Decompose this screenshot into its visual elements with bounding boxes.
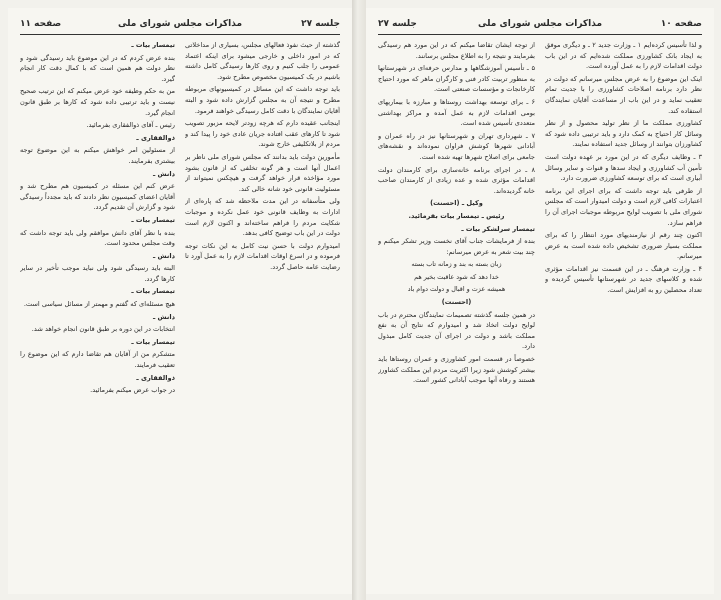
- speaker-name: ذوالفقاری ـ: [136, 373, 175, 382]
- right-page-header: [378, 18, 702, 35]
- speaker-name: تیمسار بیات ـ: [131, 337, 175, 346]
- paragraph: ولی متأسفانه در این مدت ملاحظه شد که پاره‌ای از ادارات به وظایف قانونی خود عمل نکرده و موجبات شکایت مردم را فراهم ساخته‌اند و اکنون لازم است دولت در این باب توضیح کافی بدهد.: [185, 197, 340, 238]
- paragraph: من به حکم وظیفه خود عرض میکنم که این ترتیب صحیح نیست و باید ترتیبی داده شود که کارها بر طبق قانون انجام گیرد.: [20, 87, 175, 117]
- centered-line: وکیل ـ (احسنت): [430, 199, 483, 208]
- right-page-number: صفحه ۱۰: [660, 19, 702, 29]
- paragraph: از مسئولین امر خواهش میکنم به این موضوع توجه بیشتری بفرمایند.: [20, 146, 175, 165]
- paragraph: البته باید رسیدگی شود ولی نباید موجب تأخیر در سایر کارها گردد.: [20, 264, 175, 283]
- speaker-name: ذوالفقاری ـ: [136, 133, 175, 142]
- paragraph: ۶ ـ برای توسعه بهداشت روستاها و مبارزه با بیماریهای بومی اقدامات لازم به عمل آمده و مراکز بهداشتی متعددی تأسیس شده است.: [378, 97, 535, 128]
- paragraph: ۳ ـ وظایف دیگری که در این مورد بر عهده دولت است تأمین آب کشاورزی و ایجاد سدها و قنوات و سایر وسائل آبیاری است که برای توسعه کشاورزی ضرورت دارد.: [545, 152, 702, 183]
- paragraph: ۷ ـ شهرداری تهران و شهرستانها نیز در راه عمران و آبادانی شهرها کوشش فراوان نموده‌اند و نقشه‌های جامعی برای اصلاح شهرها تهیه شده است.: [378, 131, 535, 161]
- right-page-columns: [378, 40, 702, 584]
- right-page-session: جلسه ۲۷: [378, 19, 417, 29]
- speaker-name: دانش ـ: [153, 169, 175, 178]
- paragraph: بنده عرض کردم که در این موضوع باید رسیدگی شود و نظر دولت هم همین است که با کمال دقت کار انجام گیرد.: [20, 53, 175, 83]
- paragraph: ۵ ـ تأسیس آموزشگاهها و مدارس حرفه‌ای در شهرستانها به منظور تربیت کادر فنی و کارگران ماهر که مورد احتیاج کارخانجات و مؤسسات صنعتی است.: [378, 64, 535, 94]
- paragraph: در همین جلسه گذشته تصمیمات نمایندگان محترم در باب لوایح دولت اتخاذ شد و امیدوارم که نتایج آن به نفع مملکت باشد و دولت در اجرای آن جدیت کامل مبذول دارد.: [378, 310, 535, 351]
- verse-line: همیشه عزت و اقبال و دولت دوام باد: [407, 285, 506, 294]
- left-page: [8, 8, 352, 594]
- left-page-session: جلسه ۲۷: [301, 19, 340, 29]
- left-page-columns: [20, 40, 340, 584]
- paragraph: ۴ ـ وزارت فرهنگ ـ در این قسمت نیز اقدامات مؤثری شده و کلاسهای جدید در شهرستانها تأسیس گردیده و تعداد محصلین رو به افزایش است.: [545, 264, 702, 295]
- paragraph: بنده با نظر آقای دانش موافقم ولی باید توجه داشت که وقت مجلس محدود است.: [20, 228, 175, 248]
- verse-line: خدا دهد که شود عاقبت بخیر هم: [414, 272, 499, 281]
- paragraph: خصوصاً در قسمت امور کشاورزی و عمران روستاها باید بیشتر کوشش شود زیرا اکثریت مردم این مملکت کشاورز هستند و رفاه آنها موجب آبادانی کشور است.: [378, 355, 535, 385]
- left-page-header: [20, 18, 340, 35]
- paragraph: بنده از فرمایشات جناب آقای نخست وزیر تشکر میکنم و چند بیت شعر به عرض میرسانم:: [378, 237, 535, 256]
- right-page-column-left: [378, 40, 535, 584]
- paragraph: از توجه ایشان تقاضا میکنم که در این مورد هم رسیدگی بفرمایند و نتیجه را به اطلاع مجلس برسانند.: [378, 41, 535, 60]
- paragraph: عرض کنم این مسئله در کمیسیون هم مطرح شد و آقایان اعضای کمیسیون نظر دادند که باید مجدداً رسیدگی شود و گزارش آن تقدیم گردد.: [20, 182, 175, 212]
- paragraph: متشکرم من از آقایان هم تقاضا دارم که این موضوع را تعقیب فرمایند.: [20, 350, 175, 370]
- left-page-column-right: [185, 40, 340, 584]
- paragraph: اکنون چند رقم از نیازمندیهای مورد انتظار را که برای مملکت بسیار ضروری تشخیص داده شده است به عرض میرسانم.: [545, 231, 702, 261]
- right-page-journal-title: مذاکرات مجلس شورای ملی: [477, 19, 603, 29]
- speaker-name: دانش ـ: [153, 312, 175, 321]
- centered-line: (احسنت): [441, 298, 472, 307]
- paragraph: ۸ ـ در اجرای برنامه خانه‌سازی برای کارمندان دولت اقدامات مؤثری شده و عده زیادی از کارمندان صاحب خانه گردیده‌اند.: [378, 165, 535, 195]
- centered-line: رئیس ـ تیمسار بیات بفرمائید.: [408, 211, 505, 220]
- left-page-number: صفحه ۱۱: [20, 19, 62, 29]
- paragraph: کشاورزی مملکت ما از نظر تولید محصول و از نظر وسائل کار احتیاج به کمک دارد و باید ترتیبی داده شود که کشاورزان بتوانند از وسائل جدید استفاده نمایند.: [545, 119, 702, 149]
- paragraph: گذشته از حیث نفوذ فعالهای مجلس، بسیاری از مداخلاتی که در امور داخلی و خارجی میشود برای اینکه اعتماد عمومی را جلب کنیم و روی کارها رسیدگی کامل داشته باشیم در یک کمیسیون مخصوص مطرح شود.: [185, 41, 340, 81]
- paragraph: امیدوارم دولت با حسن نیت کامل به این نکات توجه فرموده و در اسرع اوقات اقدامات لازم را به عمل آورد تا رضایت عامه حاصل گردد.: [185, 241, 340, 271]
- paragraph: و لذا تأسیس کرده‌ایم ۱ ـ وزارت جدید ۲ ـ و دیگری موفق به ایجاد بانک کشاورزی مملکت شده‌ایم که در این باب دولت اقدامات لازم را به عمل آورده است.: [545, 41, 702, 71]
- speaker-name: تیمسار بیات ـ: [131, 41, 175, 49]
- paragraph: از طرفی باید توجه داشت که برای اجرای این برنامه اعتبارات کافی لازم است و دولت امیدوار است که مجلس شورای ملی با تصویب لوایح مربوطه موجبات اجرای آن را فراهم سازد.: [545, 186, 702, 227]
- paragraph: اینک این موضوع را به عرض مجلس میرسانم که دولت در نظر دارد برنامه اصلاحات کشاورزی را با جدیت تمام تعقیب نماید و در این باب از مساعدت آقایان نمایندگان استفاده کند.: [545, 74, 702, 115]
- right-page-column-right: [545, 40, 702, 584]
- book-gutter: [352, 0, 366, 600]
- speaker-name: تیمسار سرلشکر بیات ـ: [461, 224, 535, 233]
- speaker-name: تیمسار بیات ـ: [131, 287, 175, 296]
- paragraph: اینجانب عقیده دارم که هرچه زودتر لایحه مزبور تصویب شود تا کارهای عقب افتاده جریان عادی خود را پیدا کند و مردم از بلاتکلیفی خارج شوند.: [185, 119, 340, 149]
- left-page-column-left: [20, 40, 175, 584]
- paragraph: در جواب عرض میکنم بفرمائید.: [90, 386, 175, 395]
- paragraph: هیچ مسئله‌ای که گفتم و مهمتر از مسائل سیاسی است.: [23, 300, 175, 309]
- paragraph: باید توجه داشت که این مسائل در کمیسیونهای مربوطه مطرح و نتیجه آن به مجلس گزارش داده شود و البته آقایان نمایندگان با دقت کامل رسیدگی خواهند فرمود.: [185, 85, 340, 115]
- verse-line: زبان بسته به بند و زمانه تاب بسته: [411, 260, 502, 269]
- speaker-name: تیمسار بیات ـ: [131, 215, 175, 224]
- speaker-name: دانش ـ: [153, 251, 175, 260]
- paragraph: انتخابات در این دوره بر طبق قانون انجام خواهد شد.: [31, 325, 175, 334]
- paragraph: مأمورین دولت باید بدانند که مجلس شورای ملی ناظر بر اعمال آنها است و هر گونه تخلفی که از قانون بشود مورد مؤاخذه قرار خواهد گرفت و هیچکس نمیتواند از مسئولیت قانونی خود شانه خالی کند.: [185, 152, 340, 193]
- right-page: [366, 8, 714, 594]
- paragraph: رئیس ـ آقای ذوالفقاری بفرمائید.: [86, 121, 175, 130]
- left-page-journal-title: مذاکرات مجلس شورای ملی: [117, 19, 243, 29]
